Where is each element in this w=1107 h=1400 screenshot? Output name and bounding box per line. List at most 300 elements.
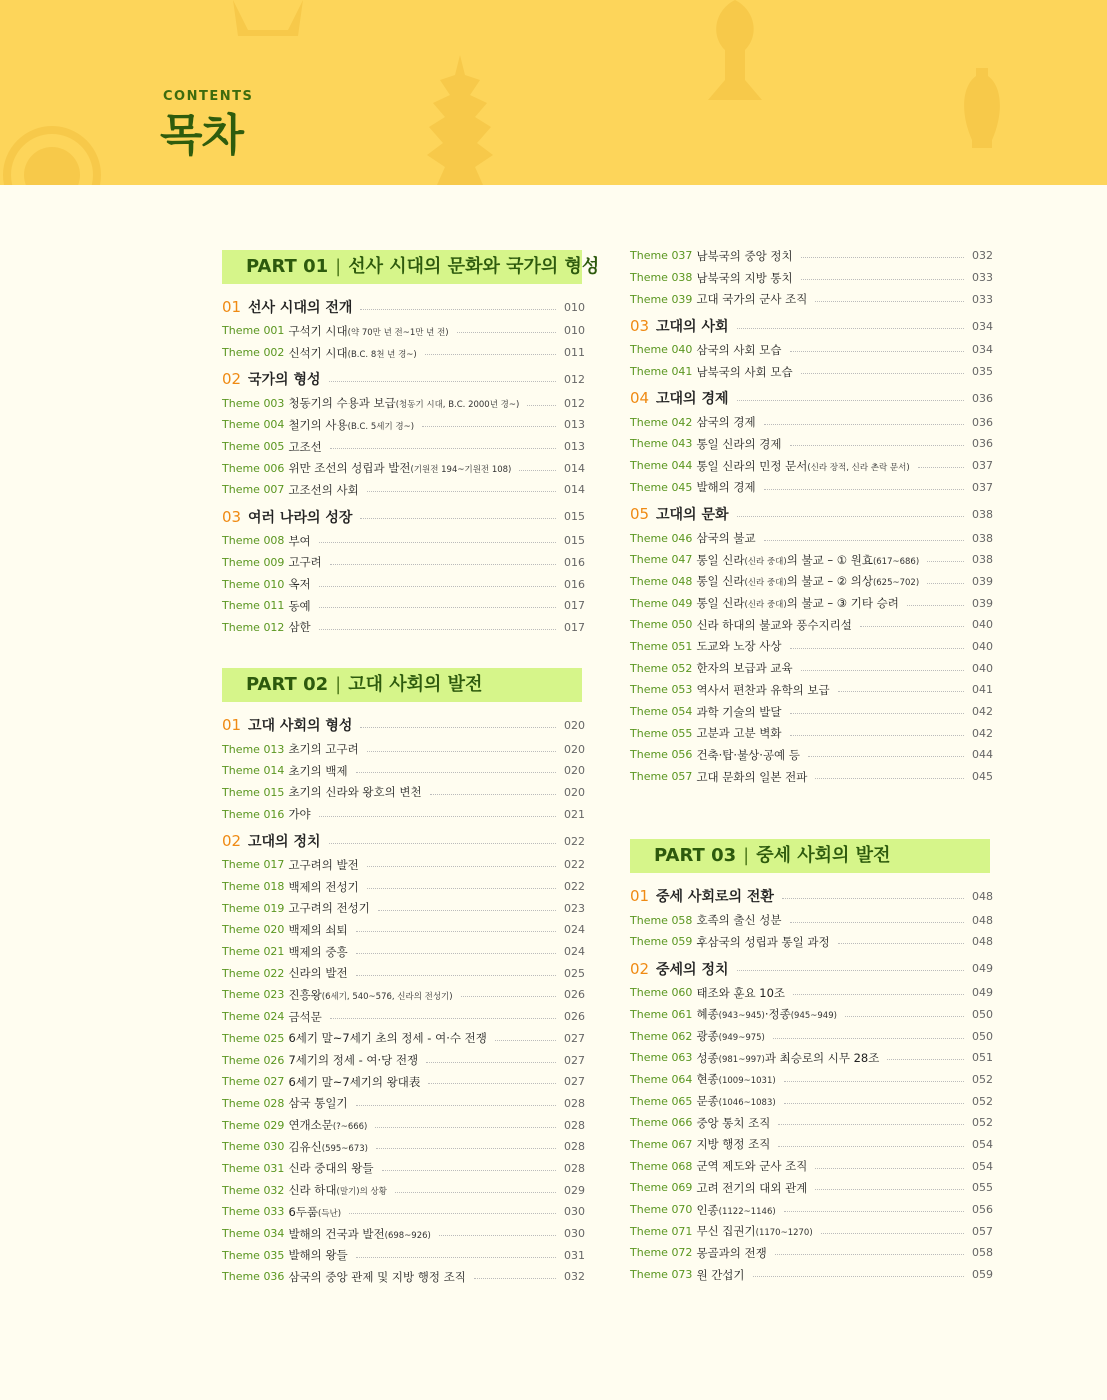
page-number: 048 — [972, 913, 993, 927]
section-heading[interactable] — [630, 313, 993, 339]
section-number: 03 — [222, 507, 242, 526]
theme-title-text: 발해의 건국과 발전 — [288, 1226, 385, 1241]
section-title: 중세 사회로의 전환 — [656, 889, 774, 906]
toc-entry[interactable] — [222, 1049, 585, 1071]
leader-dots — [375, 1127, 556, 1128]
part-separator: | — [335, 674, 342, 696]
page-number: 023 — [564, 901, 585, 915]
theme-title — [696, 1245, 766, 1261]
page-number: 039 — [972, 596, 993, 610]
toc-entry[interactable] — [630, 766, 993, 788]
theme-number: Theme 042 — [630, 415, 693, 429]
section-title: 고대의 사회 — [656, 319, 729, 336]
theme-number: Theme 048 — [630, 574, 693, 588]
theme-number: Theme 011 — [222, 599, 285, 613]
section-heading[interactable] — [630, 956, 993, 982]
theme-title-text: 고구려의 발전 — [288, 857, 359, 872]
theme-number: Theme 067 — [630, 1137, 693, 1151]
theme-number: Theme 018 — [222, 880, 285, 894]
theme-title-note: (신라 중대) — [744, 578, 787, 589]
theme-title — [696, 1223, 812, 1239]
theme-title-text: 몽골과의 전쟁 — [696, 1245, 767, 1260]
toc-entry[interactable] — [630, 1004, 993, 1026]
theme-title-text: 6세기 말~7세기 초의 정세 - 여·수 전쟁 — [288, 1031, 487, 1046]
page-number: 051 — [972, 1051, 993, 1065]
toc-entry[interactable] — [630, 1112, 993, 1134]
theme-title — [288, 482, 358, 498]
toc-entry[interactable] — [222, 1114, 585, 1136]
toc-entry[interactable] — [222, 738, 585, 760]
leader-dots — [360, 309, 556, 310]
theme-title — [696, 747, 800, 763]
theme-title — [288, 806, 310, 822]
theme-title-note: (신라 장적, 신라 촌락 문서) — [807, 462, 910, 473]
theme-title-note: (B.C. 5세기 경~) — [347, 421, 415, 432]
theme-title — [288, 345, 416, 361]
toc-entry[interactable] — [222, 897, 585, 919]
leader-dots — [764, 540, 964, 541]
part-heading — [630, 839, 990, 873]
toc-entry[interactable] — [222, 1028, 585, 1050]
page-number: 054 — [972, 1159, 993, 1173]
toc-entry[interactable] — [222, 962, 585, 984]
theme-title — [696, 725, 781, 741]
toc-entry[interactable] — [222, 392, 585, 414]
leader-dots — [319, 542, 556, 543]
page-number: 032 — [564, 1270, 585, 1284]
page-number: 037 — [972, 459, 993, 473]
theme-number: Theme 029 — [222, 1118, 285, 1132]
toc-entry[interactable] — [630, 288, 993, 310]
toc-entry[interactable] — [630, 1177, 993, 1199]
theme-title — [696, 595, 898, 611]
leader-dots — [790, 648, 964, 649]
toc-entry[interactable] — [630, 614, 993, 636]
page-number: 028 — [564, 1096, 585, 1110]
part-number: PART 02 — [246, 674, 329, 696]
toc-entry[interactable] — [630, 527, 993, 549]
leader-dots — [778, 1146, 964, 1147]
section-title: 국가의 형성 — [248, 372, 321, 389]
theme-title-text: 호족의 출신 성분 — [696, 913, 782, 928]
toc-entry[interactable] — [630, 549, 993, 571]
ornament-silhouette-icon — [0, 95, 110, 185]
toc-entry[interactable] — [222, 414, 585, 436]
theme-title — [288, 763, 347, 779]
page-number: 014 — [564, 461, 585, 475]
theme-title — [696, 573, 919, 589]
page-number: 048 — [972, 889, 993, 903]
theme-title — [696, 769, 807, 785]
theme-title-text: 청동기의 수용과 보급 — [288, 396, 396, 411]
theme-title-text: 옥저 — [288, 577, 311, 592]
page-number: 014 — [564, 483, 585, 497]
toc-entry[interactable] — [630, 339, 993, 361]
part-title: 선사 시대의 문화와 국가의 형성 — [348, 256, 600, 277]
theme-number: Theme 027 — [222, 1075, 285, 1089]
toc-entry[interactable] — [630, 1069, 993, 1091]
page-number: 020 — [564, 785, 585, 799]
theme-title-text: 철기의 사용 — [288, 417, 348, 432]
theme-title — [696, 985, 785, 1001]
toc-entry[interactable] — [630, 1155, 993, 1177]
page-number: 027 — [564, 1031, 585, 1045]
theme-title-text: 고려 전기의 대외 관계 — [696, 1180, 808, 1195]
leader-dots — [845, 1016, 964, 1017]
toc-entry[interactable] — [630, 701, 993, 723]
toc-entry[interactable] — [222, 530, 585, 552]
toc-entry[interactable] — [222, 760, 585, 782]
theme-title — [288, 1182, 386, 1198]
page-number: 036 — [972, 415, 993, 429]
theme-number: Theme 056 — [630, 748, 693, 762]
page-number: 033 — [972, 292, 993, 306]
leader-dots — [349, 1213, 556, 1214]
page-number: 026 — [564, 988, 585, 1002]
theme-title-note: (1122~1146) — [718, 1206, 776, 1217]
theme-number: Theme 012 — [222, 620, 285, 634]
toc-entry[interactable] — [222, 854, 585, 876]
theme-title-text: 역사서 편찬과 유학의 보급 — [696, 682, 830, 697]
leader-dots — [784, 1081, 964, 1082]
leader-dots — [457, 332, 556, 333]
leader-dots — [376, 1148, 556, 1149]
theme-number: Theme 028 — [222, 1096, 285, 1110]
page-number: 038 — [972, 553, 993, 567]
theme-title-text: 발해의 왕들 — [288, 1248, 348, 1263]
section-heading[interactable] — [222, 294, 585, 320]
page-number: 050 — [972, 1029, 993, 1043]
toc-entry[interactable] — [630, 571, 993, 593]
theme-title — [696, 1267, 744, 1283]
theme-title — [696, 1136, 770, 1152]
theme-title-text: 금석문 — [288, 1009, 322, 1024]
theme-number: Theme 044 — [630, 459, 693, 473]
toc-entry[interactable] — [630, 433, 993, 455]
theme-title-text: 백제의 전성기 — [288, 879, 359, 894]
theme-title-text: 신라 하대의 불교와 풍수지리설 — [696, 617, 852, 632]
toc-entry[interactable] — [222, 1006, 585, 1028]
page-number: 040 — [972, 661, 993, 675]
toc-entry[interactable] — [630, 679, 993, 701]
page-number: 027 — [564, 1075, 585, 1089]
toc-entry[interactable] — [222, 479, 585, 501]
theme-title — [288, 1139, 368, 1155]
theme-number: Theme 049 — [630, 596, 693, 610]
toc-entry[interactable] — [222, 1179, 585, 1201]
toc-entry[interactable] — [630, 722, 993, 744]
theme-title — [288, 554, 321, 570]
toc-entry[interactable] — [630, 245, 993, 267]
toc-entry[interactable] — [630, 411, 993, 433]
theme-number: Theme 035 — [222, 1248, 285, 1262]
theme-title — [288, 460, 511, 476]
leader-dots — [319, 586, 556, 587]
theme-title-text: 통일 신라 — [696, 596, 745, 611]
leader-dots — [439, 1235, 556, 1236]
leader-dots — [790, 735, 964, 736]
theme-number: Theme 071 — [630, 1224, 693, 1238]
theme-number: Theme 051 — [630, 639, 693, 653]
theme-number: Theme 046 — [630, 531, 693, 545]
page-number: 038 — [972, 507, 993, 521]
theme-number: Theme 004 — [222, 418, 285, 432]
toc-entry[interactable] — [630, 267, 993, 289]
theme-title-note: (약 70만 년 전~1만 년 전) — [347, 327, 449, 338]
theme-number: Theme 010 — [222, 577, 285, 591]
part-separator: | — [743, 845, 750, 867]
leader-dots — [474, 1278, 556, 1279]
theme-number: Theme 069 — [630, 1181, 693, 1195]
theme-title — [288, 1160, 373, 1176]
toc-entry[interactable] — [222, 1093, 585, 1115]
theme-title-note-2: (625~702) — [872, 578, 920, 589]
leader-dots — [319, 629, 556, 630]
leader-dots — [907, 605, 964, 606]
theme-number: Theme 039 — [630, 292, 693, 306]
theme-number: Theme 021 — [222, 945, 285, 959]
page-number: 033 — [972, 271, 993, 285]
theme-title-text: 통일 신라의 민정 문서 — [696, 458, 808, 473]
section-heading[interactable] — [222, 712, 585, 738]
theme-title-note: (신라 중대) — [744, 600, 787, 611]
theme-title — [288, 857, 358, 873]
toc-entry[interactable] — [222, 919, 585, 941]
theme-number: Theme 052 — [630, 661, 693, 675]
toc-entry[interactable] — [630, 592, 993, 614]
leader-dots — [519, 470, 556, 471]
theme-title-text: 진흥왕 — [288, 987, 322, 1002]
leader-dots — [815, 778, 964, 779]
section-heading[interactable] — [630, 501, 993, 527]
part-title: 중세 사회의 발전 — [756, 845, 891, 867]
theme-number: Theme 026 — [222, 1053, 285, 1067]
theme-title-text: 무신 집권기 — [696, 1224, 756, 1239]
toc-entry[interactable] — [630, 909, 993, 931]
contents-label: CONTENTS — [163, 89, 254, 104]
theme-title — [288, 922, 347, 938]
page-number: 055 — [972, 1181, 993, 1195]
theme-number: Theme 005 — [222, 440, 285, 454]
theme-title-text: 김유신 — [288, 1139, 322, 1154]
part-number: PART 03 — [654, 845, 737, 867]
toc-entry[interactable] — [630, 477, 993, 499]
toc-entry[interactable] — [630, 931, 993, 953]
toc-entry[interactable] — [222, 617, 585, 639]
theme-title-text: 통일 신라의 경제 — [696, 436, 782, 451]
page-number: 035 — [972, 365, 993, 379]
theme-title-text: 남북국의 사회 모습 — [696, 364, 793, 379]
theme-number: Theme 006 — [222, 461, 285, 475]
toc-entry[interactable] — [630, 455, 993, 477]
toc-entry[interactable] — [222, 984, 585, 1006]
theme-title — [288, 1117, 367, 1133]
toc-entry[interactable] — [630, 982, 993, 1004]
toc-entry[interactable] — [222, 1158, 585, 1180]
page-number: 056 — [972, 1203, 993, 1217]
leader-dots — [753, 1276, 964, 1277]
theme-title-note: (?~666) — [332, 1122, 368, 1133]
page-number: 034 — [972, 319, 993, 333]
leader-dots — [360, 518, 556, 519]
toc-entry[interactable] — [222, 1136, 585, 1158]
leader-dots — [329, 381, 557, 382]
leader-dots — [367, 866, 556, 867]
theme-number: Theme 070 — [630, 1203, 693, 1217]
section-heading[interactable] — [222, 366, 585, 392]
theme-number: Theme 065 — [630, 1094, 693, 1108]
theme-title-note-2: (617~686) — [872, 556, 920, 567]
theme-title-note: (기원전 194~기원전 108) — [410, 465, 512, 476]
theme-title — [288, 1269, 465, 1285]
theme-title — [696, 912, 781, 928]
incense-burner-silhouette-icon — [700, 0, 770, 105]
toc-entry[interactable] — [630, 361, 993, 383]
theme-title — [696, 660, 792, 676]
toc-entry[interactable] — [222, 1201, 585, 1223]
theme-title-text-2: 의 불교 – ② 의상 — [786, 574, 873, 589]
section-heading[interactable] — [630, 883, 993, 909]
section-heading[interactable] — [222, 828, 585, 854]
theme-title-text: 문종 — [696, 1094, 719, 1109]
theme-number: Theme 017 — [222, 858, 285, 872]
toc-entry[interactable] — [630, 1025, 993, 1047]
theme-number: Theme 041 — [630, 365, 693, 379]
page-number: 059 — [972, 1268, 993, 1282]
toc-entry[interactable] — [222, 782, 585, 804]
page-number: 015 — [564, 534, 585, 548]
leader-dots — [801, 279, 964, 280]
theme-title-text: 통일 신라 — [696, 574, 745, 589]
theme-title-text: 성종 — [696, 1050, 719, 1065]
leader-dots — [461, 996, 556, 997]
toc-entry[interactable] — [222, 595, 585, 617]
theme-number: Theme 014 — [222, 764, 285, 778]
theme-title-note: (6세기, 540~576, 신라의 전성기) — [321, 991, 453, 1002]
leader-dots — [801, 257, 964, 258]
theme-title-note: (1046~1083) — [718, 1098, 776, 1109]
toc-entry[interactable] — [222, 457, 585, 479]
theme-title-text: 부여 — [288, 533, 311, 548]
leader-dots — [764, 424, 964, 425]
leader-dots — [801, 670, 964, 671]
toc-entry[interactable] — [222, 552, 585, 574]
leader-dots — [330, 564, 556, 565]
theme-title-text: 한자의 보급과 교육 — [696, 661, 793, 676]
toc-entry[interactable] — [222, 803, 585, 825]
leader-dots — [808, 756, 964, 757]
theme-title — [696, 530, 755, 546]
toc-entry[interactable] — [630, 744, 993, 766]
leader-dots — [367, 888, 556, 889]
toc-entry[interactable] — [222, 1266, 585, 1288]
section-title: 선사 시대의 전개 — [248, 300, 353, 316]
toc-entry[interactable] — [222, 573, 585, 595]
theme-title — [696, 1115, 770, 1131]
page-number: 040 — [972, 618, 993, 632]
leader-dots — [367, 751, 556, 752]
toc-entry[interactable] — [630, 1220, 993, 1242]
theme-number: Theme 064 — [630, 1072, 693, 1086]
section-title: 고대의 경제 — [656, 391, 729, 408]
leader-dots — [737, 400, 965, 401]
section-title: 고대의 정치 — [248, 834, 321, 850]
page-number: 052 — [972, 1072, 993, 1086]
spacer — [222, 638, 582, 668]
theme-title-text: 고구려 — [288, 555, 322, 570]
page-number: 012 — [564, 372, 585, 386]
theme-title-note: (943~945) — [718, 1011, 765, 1022]
page-number: 022 — [564, 834, 585, 848]
toc-entry[interactable] — [630, 1047, 993, 1069]
theme-title-text: 삼국의 불교 — [696, 531, 756, 546]
theme-number: Theme 040 — [630, 343, 693, 357]
page-number: 021 — [564, 807, 585, 821]
theme-title-text: 후삼국의 성립과 통일 과정 — [696, 934, 830, 949]
toc-entry[interactable] — [630, 1134, 993, 1156]
theme-number: Theme 007 — [222, 483, 285, 497]
theme-number: Theme 025 — [222, 1031, 285, 1045]
toc-entry[interactable] — [222, 436, 585, 458]
section-heading[interactable] — [222, 504, 585, 530]
leader-dots — [360, 727, 556, 728]
theme-title-note: (득난) — [317, 1208, 342, 1219]
theme-number: Theme 002 — [222, 346, 285, 360]
leader-dots — [319, 607, 556, 608]
section-number: 01 — [222, 716, 242, 735]
toc-entry[interactable] — [630, 657, 993, 679]
theme-title — [696, 1050, 879, 1066]
theme-title — [288, 1052, 418, 1068]
toc-entry[interactable] — [630, 636, 993, 658]
toc-entry[interactable] — [630, 1242, 993, 1264]
leader-dots — [887, 1059, 964, 1060]
toc-entry[interactable] — [630, 1264, 993, 1286]
toc-entry[interactable] — [222, 876, 585, 898]
leader-dots — [378, 910, 556, 911]
toc-entry[interactable] — [630, 1199, 993, 1221]
leader-dots — [790, 922, 964, 923]
section-heading[interactable] — [630, 385, 993, 411]
theme-number: Theme 003 — [222, 396, 285, 410]
theme-number: Theme 036 — [222, 1270, 285, 1284]
toc-entry[interactable] — [222, 1244, 585, 1266]
page-number: 026 — [564, 1010, 585, 1024]
page-number: 032 — [972, 249, 993, 263]
page-number: 017 — [564, 620, 585, 634]
theme-title — [288, 598, 310, 614]
toc-entry[interactable] — [222, 941, 585, 963]
theme-number: Theme 022 — [222, 966, 285, 980]
section-number: 01 — [222, 298, 242, 316]
theme-title-text: 군역 제도와 군사 조직 — [696, 1159, 808, 1174]
theme-title — [696, 682, 829, 698]
theme-title — [696, 342, 781, 358]
theme-number: Theme 054 — [630, 705, 693, 719]
theme-title-note: (698~926) — [384, 1230, 431, 1241]
theme-number: Theme 024 — [222, 1010, 285, 1024]
toc-entry[interactable] — [222, 320, 585, 342]
toc-entry[interactable] — [222, 1071, 585, 1093]
toc-entry[interactable] — [222, 342, 585, 364]
spacer — [630, 787, 990, 839]
section-number: 02 — [630, 959, 650, 978]
toc-entry[interactable] — [630, 1090, 993, 1112]
theme-title-text: 초기의 신라와 왕호의 변천 — [288, 785, 422, 800]
toc-entry[interactable] — [222, 1223, 585, 1245]
leader-dots — [815, 301, 964, 302]
header-banner — [0, 0, 1107, 185]
